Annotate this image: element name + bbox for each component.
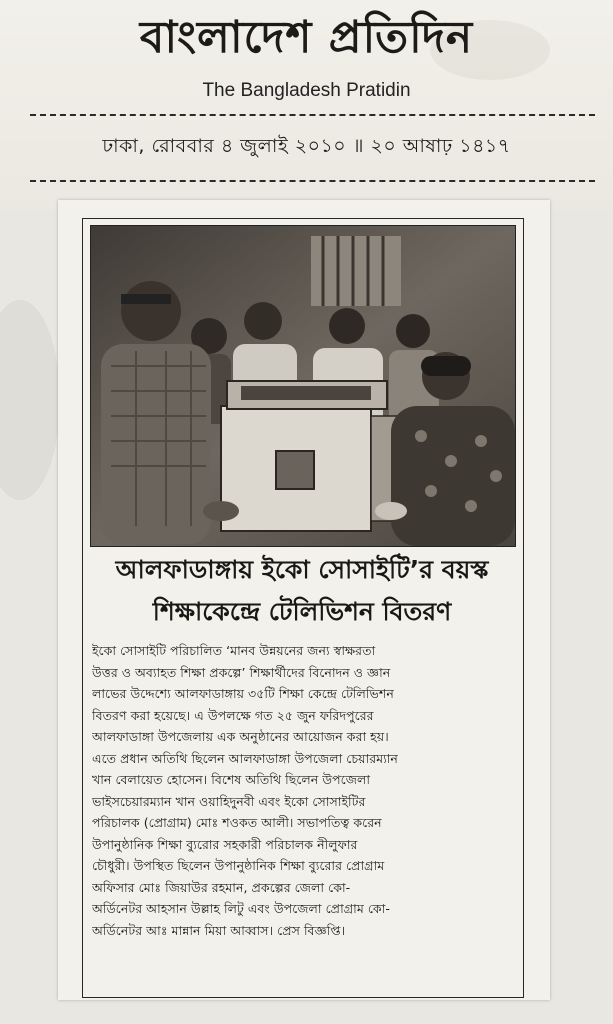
article-body-line: ভাইসচেয়ারম্যান খান ওয়াহিদুনবী এবং ইকো সোসাইটির [92, 793, 366, 809]
photo-illustration [91, 226, 515, 546]
article-body-line: ইকো সোসাইটি পরিচালিত ‘মানব উন্নয়নের জন্য স্বাক্ষরতা [92, 643, 376, 658]
article-body-line: আলফাডাঙ্গা উপজেলায় এক অনুষ্ঠানের আয়োজন করা হয়। [92, 729, 389, 744]
article-body [92, 640, 514, 941]
article-body-line: অর্ডিনেটর আহসান উল্লাহ লিটু এবং উপজেলা প্রোগ্রাম কো- [92, 901, 390, 916]
masthead-divider-bottom [30, 180, 595, 182]
article-body-line: উত্তর ও অব্যাহত শিক্ষা প্রকল্পে’ শিক্ষার্থীদের বিনোদন ও জ্ঞান [92, 664, 391, 680]
masthead [0, 0, 613, 190]
masthead-divider-top [30, 114, 595, 116]
newspaper-title-bangla: বাংলাদেশ প্রতিদিন [139, 12, 474, 63]
dateline: ঢাকা, রোববার ৪ জুলাই ২০১০ ॥ ২০ আষাঢ় ১৪১৭ [102, 135, 511, 157]
article-headline-line-1: আলফাডাঙ্গায় ইকো সোসাইটি’র বয়স্ক [115, 555, 489, 584]
article-photo [90, 225, 516, 547]
article-body-line: পরিচালক (প্রোগ্রাম) মোঃ শওকত আলী। সভাপতিত্ব করেন [92, 815, 382, 830]
article-headline-line-2: শিক্ষাকেন্দ্রে টেলিভিশন বিতরণ [152, 597, 452, 626]
paper-stain [0, 300, 60, 500]
article-body-line: বিতরণ করা হয়েছে। এ উপলক্ষে গত ২৫ জুন ফরিদপুরের [92, 707, 374, 723]
article-body-line: খান বেলায়েত হোসেন। বিশেষ অতিথি ছিলেন উপজেলা [92, 772, 371, 787]
article-body-line: অর্ডিনেটর আঃ মান্নান মিয়া আব্বাস। প্রেস বিজ্ঞপ্তি। [92, 922, 346, 938]
article-body-line: উপানুষ্ঠানিক শিক্ষা ব্যুরোর সহকারী পরিচালক নীলুফার [92, 836, 358, 852]
article-body-line: এতে প্রধান অতিথি ছিলেন আলফাডাঙ্গা উপজেলা চেয়ারম্যান [92, 750, 398, 766]
article-body-line: চৌধুরী। উপস্থিত ছিলেন উপানুষ্ঠানিক শিক্ষা ব্যুরোর প্রোগ্রাম [92, 858, 385, 873]
newspaper-title-english: The Bangladesh Pratidin [202, 80, 411, 101]
article-body-line: লাভের উদ্দেশ্যে আলফাডাঙ্গায় ৩৫টি শিক্ষা কেন্দ্রে টেলিভিশন [92, 686, 394, 701]
article-body-line: অফিসার মোঃ জিয়াউর রহমান, প্রকল্পের জেলা কো- [92, 879, 351, 895]
